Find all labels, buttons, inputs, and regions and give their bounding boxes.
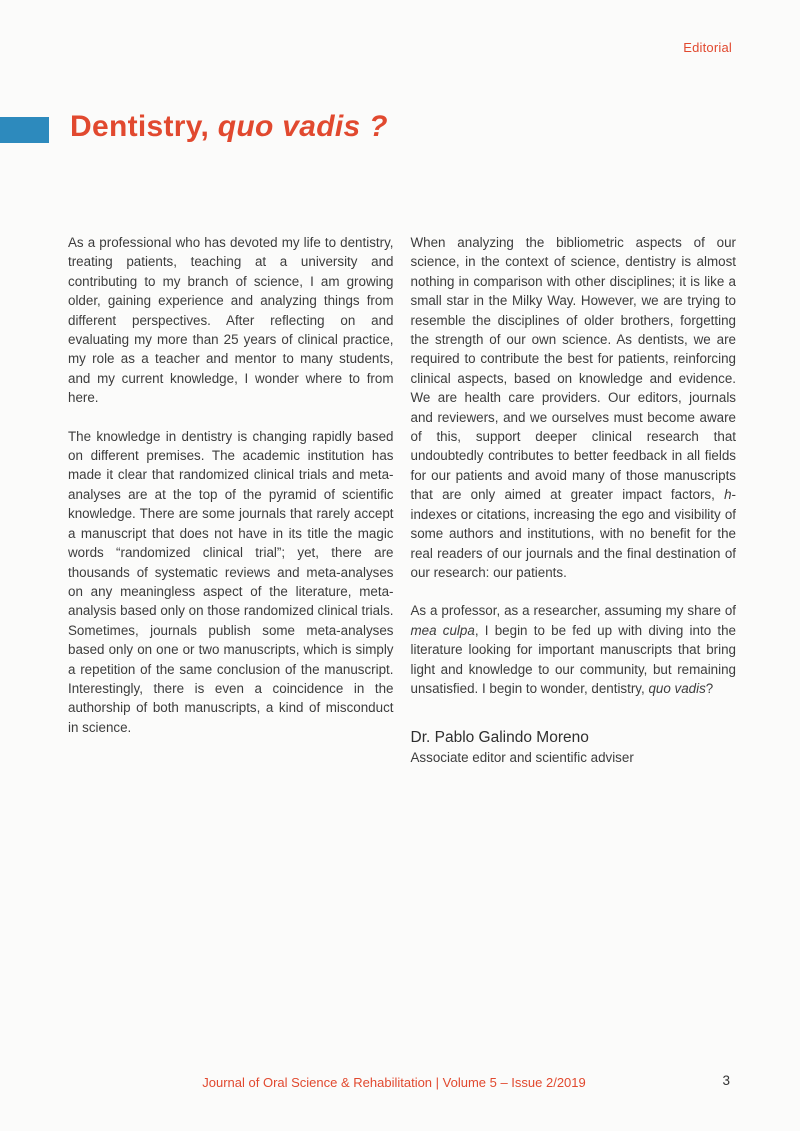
page-title: Dentistry, quo vadis ? bbox=[70, 110, 388, 143]
article-body bbox=[68, 233, 736, 767]
right-column bbox=[411, 233, 737, 767]
left-column bbox=[68, 233, 394, 767]
author-name: Dr. Pablo Galindo Moreno bbox=[410, 729, 589, 747]
paragraph: The knowledge in dentistry is changing rapidly based on different premises. The academic institution has made it clear that randomized clinical trials and meta-analyses are at the top of the pyramid of scientific knowledge. There are some journals that rarely accept a manuscript that does not have in its title the magic words “randomized clinical trial”; yet, there are thousands of systematic reviews and meta-analyses on any meaningless aspect of the literature, meta-analysis based only on those randomized clinical trials. Sometimes, journals publish some meta-analyses based only on one or two manuscripts, which is simply a repetition of the same conclusion of the manuscript. Interestingly, there is even a coincidence in the authorship of both manuscripts, a kind of misconduct in science. bbox=[68, 428, 394, 735]
author-role: Associate editor and scientific adviser bbox=[410, 750, 634, 766]
paragraph: As a professor, as a researcher, assuming my share of mea culpa, I begin to be fed up with diving into the literature looking for important manuscripts that bring light and knowledge to our community, but remaining unsatisfied. I begin to wonder, dentistry, quo vadis? bbox=[410, 603, 736, 696]
title-accent-bar bbox=[0, 117, 49, 143]
section-label: Editorial bbox=[683, 40, 732, 55]
signature-block bbox=[411, 727, 737, 767]
paragraph: As a professional who has devoted my life to dentistry, treating patients, teaching at a university and contributing to my branch of science, I am growing older, gaining experience and analyzing things from different perspectives. After reflecting on and evaluating my more than 25 years of clinical practice, my role as a teacher and mentor to many students, and my current knowledge, I wonder where to from here. bbox=[68, 235, 394, 406]
page-number: 3 bbox=[722, 1073, 730, 1088]
paragraph: When analyzing the bibliometric aspects of our science, in the context of science, dentistry is almost nothing in comparison with other disciplines; it is like a small star in the Milky Way. However, we are trying to resemble the disciplines of older brothers, forgetting the strength of our own science. As dentists, we are required to contribute the best for patients, reinforcing clinical aspects, based on knowledge and evidence. We are health care providers. Our editors, journals and reviewers, and we ourselves must become aware of this, support deeper clinical research that undoubtedly contributes to better feedback in all fields for our patients and avoid many of those manuscripts that are only aimed at greater impact factors, h-indexes or citations, increasing the ego and visibility of some authors and institutions, with no benefit for the real readers of our journals and the final destination of our research: our patients. bbox=[410, 235, 736, 580]
journal-footer: Journal of Oral Science & Rehabilitation | Volume 5 – Issue 2/2019 bbox=[202, 1075, 586, 1090]
